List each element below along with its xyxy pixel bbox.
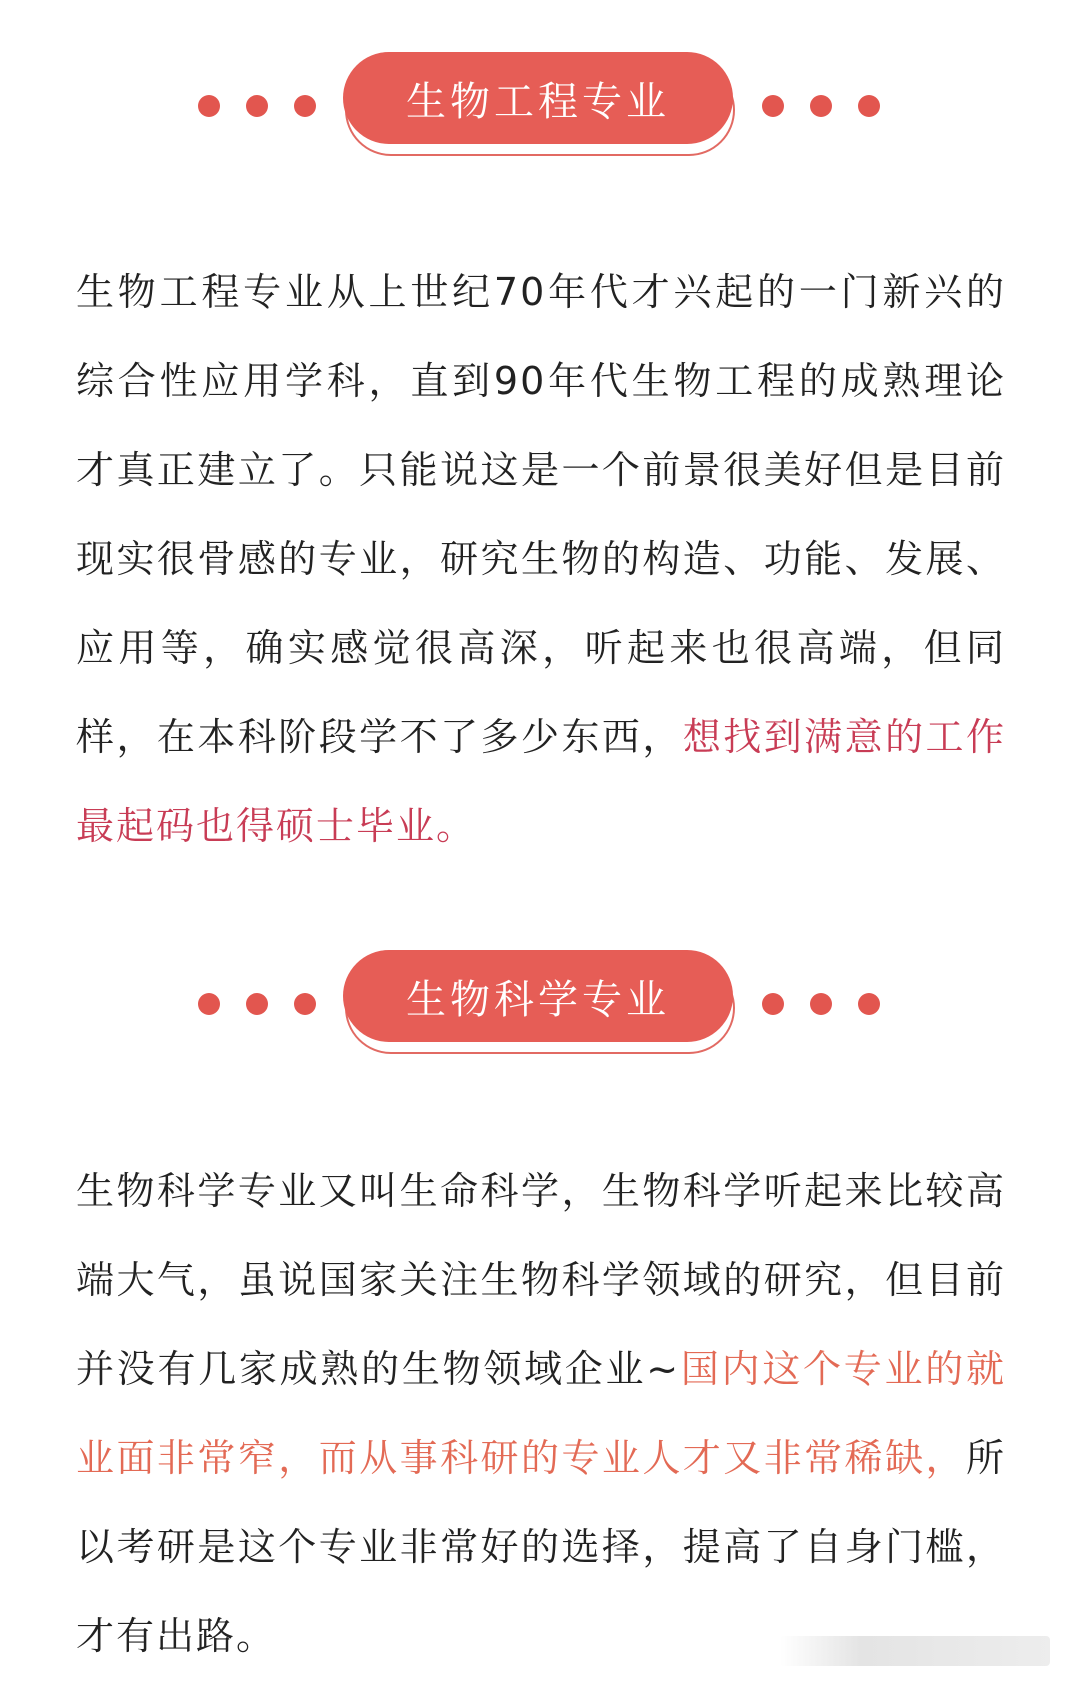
decor-dot: [762, 95, 784, 117]
decor-dot: [858, 95, 880, 117]
paragraph-text: 生物科学专业又叫生命科学，生物科学听起来比较高端大气，虽说国家关注生物科学领域的研究，但目前并没有几家成熟的生物领域企业~: [76, 1169, 1006, 1391]
decor-dot: [294, 95, 316, 117]
decor-dot: [762, 993, 784, 1015]
section-header-bioscience: [0, 950, 1080, 1060]
section-title: 生物工程专业: [343, 52, 733, 144]
watermark-bar: [780, 1636, 1050, 1666]
decor-dot: [294, 993, 316, 1015]
decor-dot: [246, 993, 268, 1015]
section-title: 生物科学专业: [343, 950, 733, 1042]
decor-dot: [858, 993, 880, 1015]
decor-dot: [198, 95, 220, 117]
decor-dot: [810, 993, 832, 1015]
section-paragraph-bioscience: [76, 1147, 1006, 1681]
paragraph-text: 生物工程专业从上世纪70年代才兴起的一门新兴的综合性应用学科，直到90年代生物工程的成熟理论才真正建立了。只能说这是一个前景很美好但是目前现实很骨感的专业，研究生物的构造、功能、发展、应用等，确实感觉很高深，听起来也很高端，但同样，在本科阶段学不了多少东西，: [76, 270, 1006, 759]
section-paragraph-bioengineering: [76, 248, 1006, 871]
decor-dot: [810, 95, 832, 117]
paragraph-highlight: 想找到满意的工作最起码也得硕士毕业。: [76, 715, 1006, 848]
decor-dot: [246, 95, 268, 117]
paragraph-highlight: 国内这个专业的就业面非常窄，而从事科研的专业人才又非常稀缺，: [76, 1347, 1006, 1480]
decor-dot: [198, 993, 220, 1015]
paragraph-text-after: 所以考研是这个专业非常好的选择，提高了自身门槛，才有出路。: [76, 1436, 1006, 1658]
section-header-bioengineering: [0, 52, 1080, 162]
